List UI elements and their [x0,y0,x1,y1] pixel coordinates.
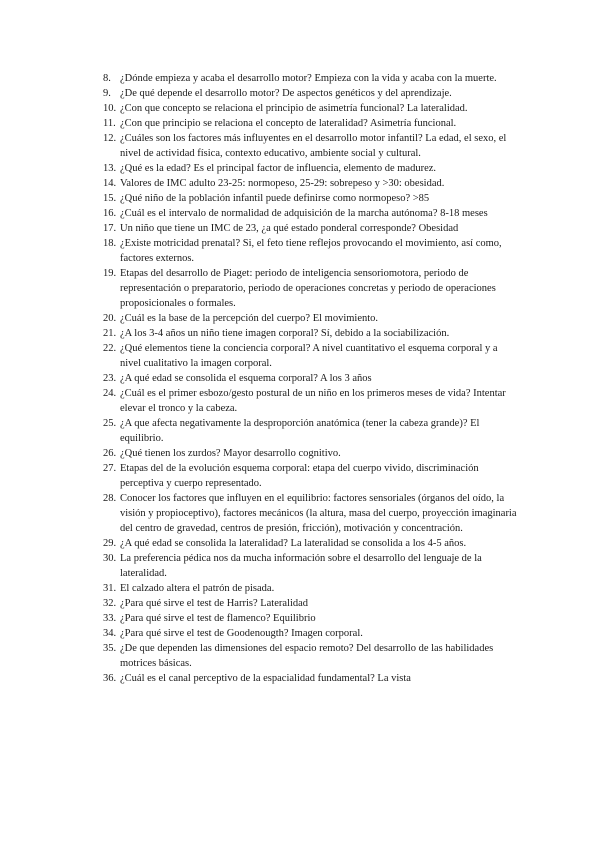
item-text: ¿Qué niño de la población infantil puede definirse como normopeso? >85 [120,193,430,204]
item-number: 36. [103,673,117,684]
item-text: ¿Cuál es el canal perceptivo de la espacialidad fundamental? La vista [120,673,411,684]
item-text: ¿Existe motricidad prenatal? Si, el feto tiene reflejos provocando el movimiento, así como, factores externos. [120,238,502,264]
question-list [103,71,521,686]
item-text: ¿Para qué sirve el test de flamenco? Equilibrio [120,613,316,624]
item-text: ¿Con que principio se relaciona el concepto de lateralidad? Asimetría funcional. [120,118,457,129]
item-number: 23. [103,373,117,384]
item-text: ¿A que afecta negativamente la desproporción anatómica (tener la cabeza grande)? El equilibrio. [120,418,480,444]
item-number: 22. [103,343,117,354]
item-text: Conocer los factores que influyen en el equilibrio: factores sensoriales (órganos del oído, la visión y propioceptivo), factores mecánicos (la altura, masa del cuerpo, proyección imaginaria del centro de gravedad, centros de presión, fricción), motivación y concentración. [120,493,517,534]
item-number: 35. [103,643,117,654]
list-item [103,116,521,131]
item-text: ¿Qué es la edad? Es el principal factor de influencia, elemento de madurez. [120,163,437,174]
list-item [103,416,521,446]
item-text: Valores de IMC adulto 23-25: normopeso, 25-29: sobrepeso y >30: obesidad. [120,178,445,189]
item-number: 26. [103,448,117,459]
list-item [103,371,521,386]
item-number: 11. [103,118,116,129]
item-number: 28. [103,493,117,504]
item-text: Etapas del de la evolución esquema corporal: etapa del cuerpo vivido, discriminación perceptiva y cuerpo representado. [120,463,479,489]
list-item [103,641,521,671]
item-text: ¿Cuáles son los factores más influyentes en el desarrollo motor infantil? La edad, el sexo, el nivel de actividad física, contexto educativo, ambiente social y cultural. [120,133,507,159]
item-text: Etapas del desarrollo de Piaget: periodo de inteligencia sensoriomotora, periodo de representación o preparatorio, periodo de operaciones concretas y periodo de operaciones proposicionales o formales. [120,268,496,309]
item-number: 19. [103,268,117,279]
list-item [103,341,521,371]
item-text: La preferencia pédica nos da mucha información sobre el desarrollo del lenguaje de la lateralidad. [120,553,482,579]
item-text: ¿A los 3-4 años un niño tiene imagen corporal? Sí, debido a la sociabilización. [120,328,450,339]
list-item [103,161,521,176]
item-number: 31. [103,583,117,594]
list-item [103,326,521,341]
item-text: ¿Cuál es el intervalo de normalidad de adquisición de la marcha autónoma? 8-18 meses [120,208,488,219]
list-item [103,206,521,221]
list-item [103,491,521,536]
item-text: ¿Cuál es el primer esbozo/gesto postural de un niño en los primeros meses de vida? Intentar elevar el tronco y la cabeza. [120,388,506,414]
list-item [103,101,521,116]
list-item [103,536,521,551]
item-number: 21. [103,328,117,339]
item-number: 18. [103,238,117,249]
item-text: El calzado altera el patrón de pisada. [120,583,275,594]
list-item [103,236,521,266]
list-item [103,446,521,461]
item-number: 33. [103,613,117,624]
list-item [103,221,521,236]
list-item [103,176,521,191]
list-item [103,131,521,161]
item-text: ¿Cuál es la base de la percepción del cuerpo? El movimiento. [120,313,379,324]
item-number: 30. [103,553,117,564]
list-item [103,671,521,686]
item-number: 27. [103,463,117,474]
item-number: 25. [103,418,117,429]
item-number: 24. [103,388,117,399]
list-item [103,551,521,581]
item-number: 16. [103,208,117,219]
item-number: 12. [103,133,117,144]
item-text: ¿Qué elementos tiene la conciencia corporal? A nivel cuantitativo el esquema corporal y a nivel cualitativo la imagen corporal. [120,343,498,369]
item-text: ¿A qué edad se consolida la lateralidad? La lateralidad se consolida a los 4-5 años. [120,538,467,549]
item-number: 8. [103,73,111,84]
item-number: 29. [103,538,117,549]
list-item [103,311,521,326]
list-item [103,461,521,491]
item-text: ¿Para qué sirve el test de Goodenougth? Imagen corporal. [120,628,363,639]
item-text: ¿Qué tienen los zurdos? Mayor desarrollo cognitivo. [120,448,341,459]
item-number: 14. [103,178,117,189]
item-number: 20. [103,313,117,324]
item-number: 10. [103,103,117,114]
list-item [103,266,521,311]
item-text: ¿De que dependen las dimensiones del espacio remoto? Del desarrollo de las habilidades motrices básicas. [120,643,494,669]
item-number: 13. [103,163,117,174]
list-item [103,86,521,101]
list-item [103,191,521,206]
item-number: 9. [103,88,111,99]
list-item [103,386,521,416]
item-text: ¿De qué depende el desarrollo motor? De aspectos genéticos y del aprendizaje. [120,88,452,99]
item-text: ¿Dónde empieza y acaba el desarrollo motor? Empieza con la vida y acaba con la muerte. [120,73,497,84]
item-number: 32. [103,598,117,609]
item-number: 15. [103,193,117,204]
list-item [103,626,521,641]
item-text: ¿A qué edad se consolida el esquema corporal? A los 3 años [120,373,372,384]
list-item [103,596,521,611]
item-number: 17. [103,223,117,234]
item-text: ¿Para qué sirve el test de Harris? Lateralidad [120,598,309,609]
item-text: Un niño que tiene un IMC de 23, ¿a qué estado ponderal corresponde? Obesidad [120,223,459,234]
list-item [103,71,521,86]
item-text: ¿Con que concepto se relaciona el principio de asimetría funcional? La lateralidad. [120,103,468,114]
list-item [103,611,521,626]
item-number: 34. [103,628,117,639]
list-item [103,581,521,596]
